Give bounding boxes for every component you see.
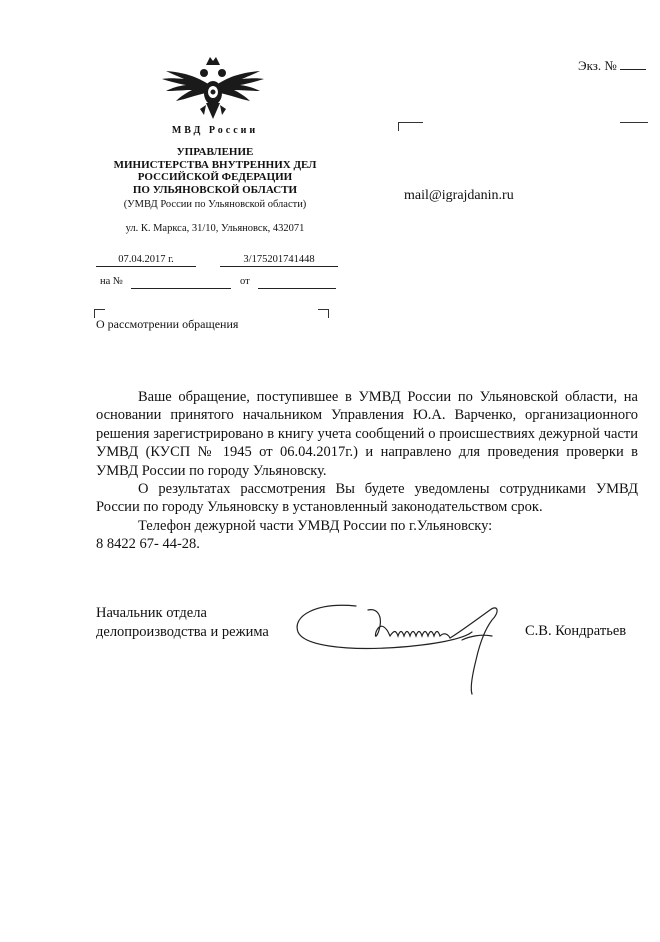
letter-body — [96, 388, 638, 554]
reference-number-blank — [131, 288, 231, 289]
addressee-corner-right — [620, 122, 648, 131]
org-short-name: МВД России — [171, 125, 259, 136]
org-line: МИНИСТЕРСТВА ВНУТРЕННИХ ДЕЛ — [113, 158, 317, 171]
signatory-title-line: Начальник отдела — [96, 605, 207, 621]
signatory-title-line: делопроизводства и режима — [96, 624, 269, 640]
signatory-title — [96, 604, 269, 642]
body-paragraph: Ваше обращение, поступившее в УМВД России по Ульяновской области, на основании принятого начальником Управления Ю.А. Варченко, организационного решения зарегистрировано в книгу учета сообщений о происшествиях дежурной части УМВД (КУСП № 1945 от 06.04.2017г.) и направлено для проведения проверки в УМВД России по городу Ульяновску. — [96, 389, 638, 479]
org-line: РОССИЙСКОЙ ФЕДЕРАЦИИ — [137, 171, 293, 183]
copy-number-blank — [620, 58, 646, 70]
subject-line: О рассмотрении обращения — [96, 317, 239, 331]
reference-number-label: на № — [100, 276, 123, 287]
copy-number — [578, 58, 646, 74]
org-line: ПО УЛЬЯНОВСКОЙ ОБЛАСТИ — [132, 183, 298, 196]
addressee-corner-left — [398, 122, 423, 131]
recipient-email: mail@igrajdanin.ru — [404, 188, 514, 203]
reference-date-blank — [258, 288, 336, 289]
copy-number-label: Экз. № — [578, 58, 617, 73]
handwritten-signature — [286, 592, 526, 697]
phone-number: 8 8422 67- 44-28. — [96, 536, 200, 553]
org-line: УПРАВЛЕНИЕ — [176, 146, 254, 158]
body-paragraph: Телефон дежурной части УМВД России по г.Ульяновску: — [138, 517, 493, 534]
org-full-name — [96, 146, 334, 196]
signatory-name: С.В. Кондратьев — [525, 623, 627, 639]
document-date: 07.04.2017 г. — [96, 254, 196, 267]
org-address: ул. К. Маркса, 31/10, Ульяновск, 432071 — [125, 223, 305, 234]
org-abbreviation: (УМВД России по Ульяновской области) — [123, 199, 307, 210]
double-headed-eagle-emblem-icon — [160, 55, 266, 125]
subject-corner-right — [318, 309, 329, 318]
body-paragraph: О результатах рассмотрения Вы будете уведомлены сотрудниками УМВД России по городу Ульяновску в установленный законодательством срок. — [96, 481, 638, 516]
document-number: 3/175201741448 — [220, 254, 338, 267]
reference-date-label: от — [240, 276, 250, 287]
